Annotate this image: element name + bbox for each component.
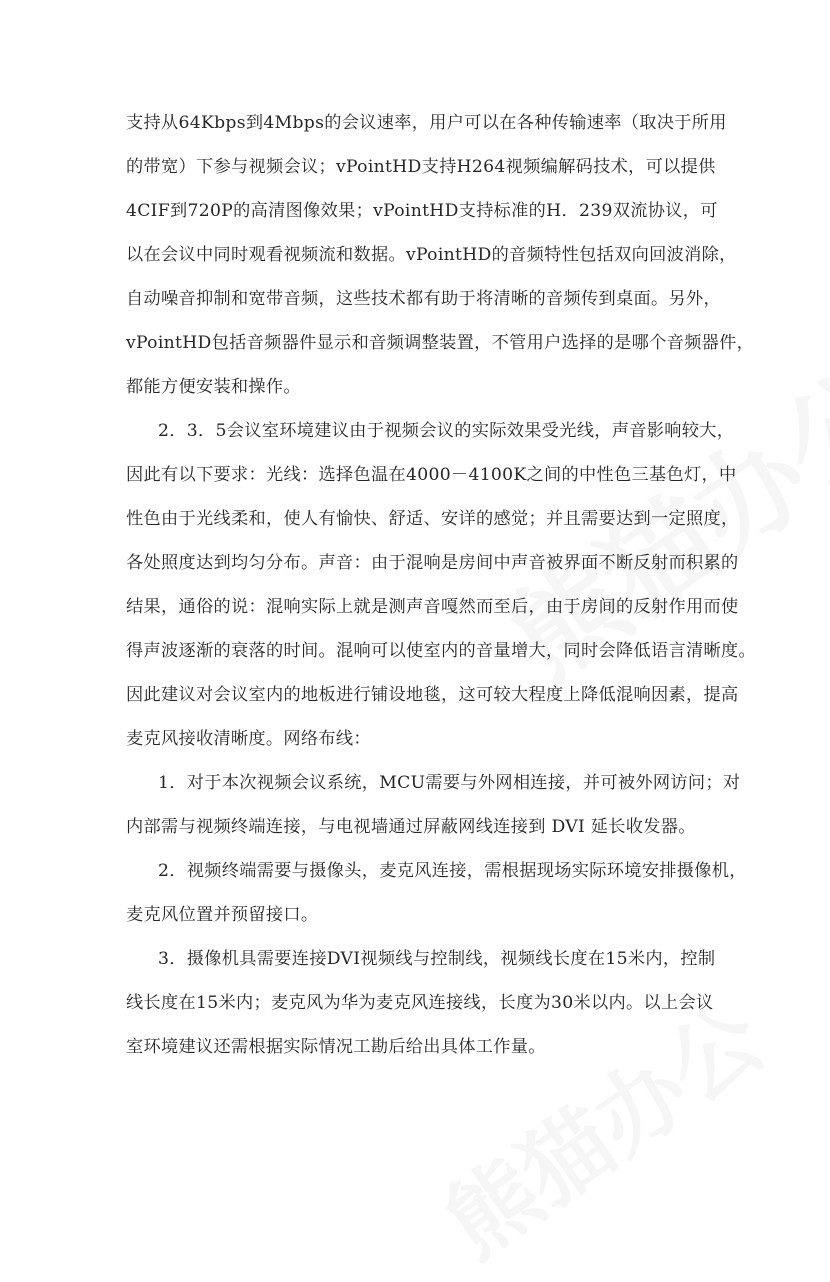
paragraph-line: 结 果 ， 通 俗 的 说 ： 混 响 实 际 上 就 是 测 声 音 嘎 然 而 至 后 ， 由 于 房 间 的 反 射 作 用 而 使: [126, 597, 739, 617]
list-item-line: 3 ． 摄 像 机 具 需 要 连 接 DVI 视 频 线 与 控 制 线 ， 视 频 线 长 度 在 15 米 内 ， 控 制: [158, 949, 716, 969]
paragraph-line: 的 带 宽 ） 下 参 与 视 频 会 议 ； vPointHD 支 持 H264 视 频 编 解 码 技 术 ， 可 以 提 供: [126, 157, 716, 177]
paragraph-line: 支 持 从 64Kbps 到 4Mbps 的 会 议 速 率 ， 用 户 可 以 在 各 种 传 输 速 率 （ 取 决 于 所 用: [126, 113, 727, 133]
paragraph-line: 都能方便安装和操作。: [126, 377, 301, 397]
paragraph-line: 2 ． 3 ． 5 会 议 室 环 境 建 议 由 于 视 频 会 议 的 实 际 效 果 受 光 线 ， 声 音 影 响 较 大 ，: [158, 421, 735, 441]
paragraph-line: 4CIF 到 720P 的 高 清 图 像 效 果 ； vPointHD 支 持 标 准 的 H ． 239 双 流 协 议 ， 可: [126, 201, 718, 221]
paragraph-line: 自 动 噪 音 抑 制 和 宽 带 音 频 ， 这 些 技 术 都 有 助 于 将 清 晰 的 音 频 传 到 桌 面 。 另 外 ，: [126, 289, 721, 309]
list-item-line: 麦克风位置并预留接口。: [126, 905, 319, 925]
paragraph-line: 因 此 建 议 对 会 议 室 内 的 地 板 进 行 铺 设 地 毯 ， 这 可 较 大 程 度 上 降 低 混 响 因 素 ， 提 高: [126, 685, 739, 705]
list-item-line: 1 ． 对 于 本 次 视 频 会 议 系 统 ， MCU 需 要 与 外 网 相 连 接 ， 并 可 被 外 网 访 问 ； 对: [158, 773, 741, 793]
list-item-line: 2 ． 视 频 终 端 需 要 与 摄 像 头 ， 麦 克 风 连 接 ， 需 根 据 现 场 实 际 环 境 安 排 摄 像 机 ，: [158, 861, 747, 881]
paragraph-line: 以 在 会 议 中 同 时 观 看 视 频 流 和 数 据 。 vPointHD 的 音 频 特 性 包 括 双 向 回 波 消 除 ，: [126, 245, 737, 265]
paragraph-line: 因 此 有 以 下 要 求 ： 光 线 ： 选 择 色 温 在 4000 － 4100K 之 间 的 中 性 色 三 基 色 灯 ， 中: [126, 465, 737, 485]
paragraph-line: vPointHD 包 括 音 频 器 件 显 示 和 音 频 调 整 装 置 ， 不 管 用 户 选 择 的 是 哪 个 音 频 器 件 ，: [126, 333, 755, 353]
paragraph-line: 麦克风接收清晰度。网络布线：: [126, 729, 371, 749]
paragraph-line: 得 声 波 逐 渐 的 衰 落 的 时 间 。 混 响 可 以 使 室 内 的 音 量 增 大 ， 同 时 会 降 低 语 言 清 晰 度 。: [126, 641, 756, 661]
list-item-line: 室环境建议还需根据实际情况工勘后给出具体工作量。: [126, 1037, 546, 1057]
list-item-line: 内部需与视频终端连接，与电视墙通过屏蔽网线连接到 DVI 延长收发器。: [126, 817, 696, 837]
watermark: [415, 969, 784, 1282]
list-item-line: 线 长 度 在 15 米 内 ； 麦 克 风 为 华 为 麦 克 风 连 接 线 ， 长 度 为 30 米 以 内 。 以 上 会 议: [126, 993, 714, 1013]
paragraph-line: 性 色 由 于 光 线 柔 和 ， 使 人 有 愉 快 、 舒 适 、 安 详 的 感 觉 ； 并 且 需 要 达 到 一 定 照 度 ，: [126, 509, 739, 529]
paragraph-line: 各 处 照 度 达 到 均 匀 分 布 。 声 音 ： 由 于 混 响 是 房 间 中 声 音 被 界 面 不 断 反 射 而 积 累 的: [126, 553, 739, 573]
